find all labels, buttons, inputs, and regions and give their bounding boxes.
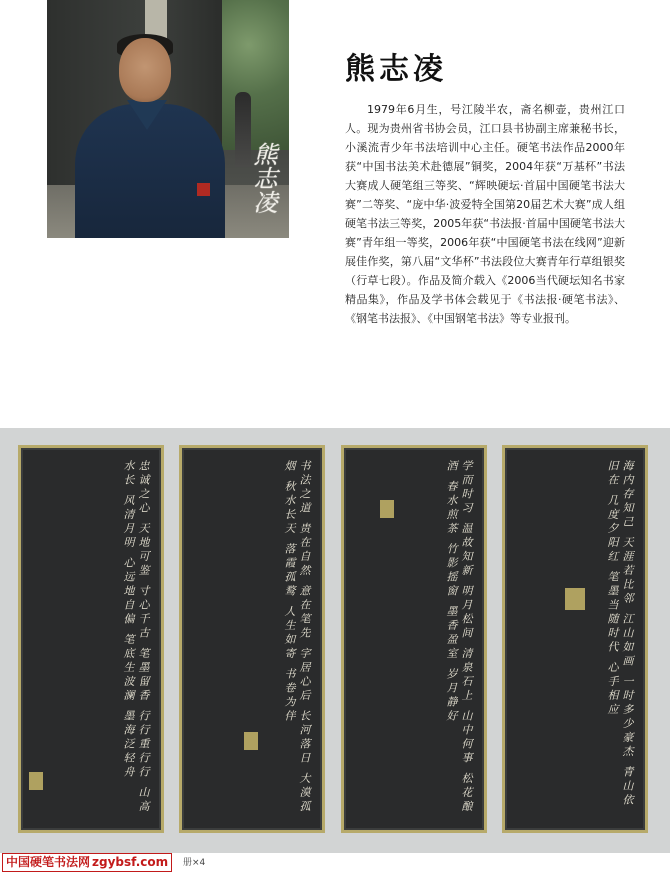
calligraphy-seal bbox=[29, 772, 43, 790]
calligraphy-seal bbox=[565, 588, 585, 610]
calligraphy-seal bbox=[244, 732, 258, 750]
page-number: 册×4 bbox=[183, 858, 206, 868]
photo-background-trees bbox=[222, 0, 289, 150]
photo-red-seal bbox=[197, 183, 210, 196]
site-url: zgybsf.com bbox=[92, 855, 169, 869]
site-name: 中国硬笔书法网 bbox=[6, 855, 91, 869]
photo-handwritten-signature: 熊志凌 bbox=[249, 142, 277, 214]
author-name: 熊志凌 bbox=[345, 52, 447, 87]
photo-gate-sign bbox=[145, 0, 167, 38]
photo-subject-head bbox=[119, 38, 171, 102]
calligraphy-panel bbox=[18, 445, 164, 833]
author-biography: 1979年6月生，号江陵半农，斋名柳壶，贵州江口人。现为贵州省书协会员，江口县书协副主席兼秘书长，小溪流青少年书法培训中心主任。硬笔书法作品2000年获“中国书法美术赴德展”铜奖，2004年获“万基杯”书法大赛成人硬笔组三等奖、“辉映硬坛·首届中国硬笔书法大赛”二等奖、“庞中华·波爱特全国第20届艺术大赛”成人组硬笔书法三等奖，2005年获“书法报·首届中国硬笔书法大赛”青年组一等奖，2006年获“中国硬笔书法在线网”迎新展佳作奖，第八届“文华杯”书法段位大赛青年行草组银奖（行草七段）。作品及简介载入《2006当代硬坛知名书家精品集》，作品及学书体会载见于《书法报·硬笔书法》、《钢笔书法报》、《中国钢笔书法》等专业报刊。 bbox=[345, 103, 625, 325]
site-watermark-link[interactable] bbox=[2, 853, 172, 872]
calligraphy-panel bbox=[341, 445, 487, 833]
page-footer bbox=[0, 853, 670, 872]
calligraphy-seal bbox=[380, 500, 394, 518]
calligraphy-panel bbox=[502, 445, 648, 833]
author-portrait-photo bbox=[47, 0, 289, 238]
calligraphy-text: 学而时习 温故知新 明月松间 清泉石上 山中何事 松花酿酒 春水煎茶 竹影摇窗 墨香盈室 岁月静好 bbox=[445, 460, 473, 815]
calligraphy-panel bbox=[179, 445, 325, 833]
calligraphy-text: 忠诚之心 天地可鉴 寸心千古 笔墨留香 行行重行行 山高水长 风清月明 心远地自偏 笔底生波澜 墨海泛轻舟 bbox=[122, 460, 150, 815]
calligraphy-text: 海内存知己 天涯若比邻 江山如画 一时多少豪杰 青山依旧在 几度夕阳红 笔墨当随时代 心手相应 bbox=[606, 460, 634, 808]
calligraphy-text: 书法之道 贵在自然 意在笔先 字居心后 长河落日 大漠孤烟 秋水长天 落霞孤鹜 人生如寄 书卷为伴 bbox=[283, 460, 311, 815]
